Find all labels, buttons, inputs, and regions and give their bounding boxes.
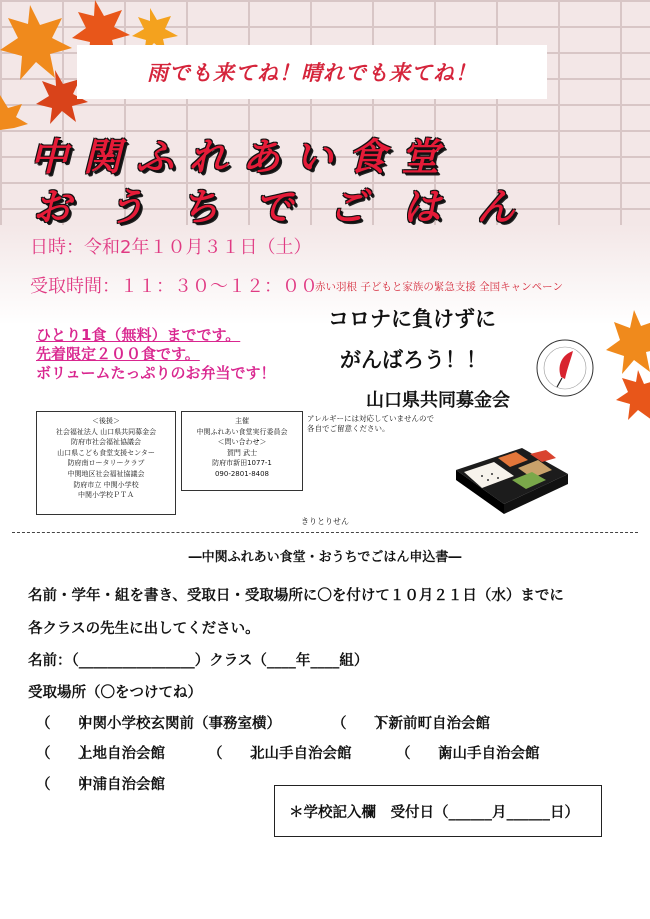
location-checkbox[interactable]: （ ） [332,716,390,732]
contact-address: 防府市新田1077-1 [212,459,272,468]
support-item: 社会福祉法人 山口県共同募金会 [55,427,157,436]
location-option[interactable] [208,742,352,763]
name-class-field[interactable]: 名前：（________________）クラス（____年____組） [28,653,369,669]
support-heading: ＜後援＞ [92,417,120,425]
location-label: 南山手自治会館 [438,746,540,762]
note-limited: 先着限定２００食です。 [36,345,200,363]
location-option[interactable] [396,742,540,763]
campaign-line-1: コロナに負けずに [328,306,496,331]
location-option[interactable] [36,712,281,733]
bento-box-icon [452,440,570,518]
support-item: 防府市立 中関小学校 [73,480,139,489]
main-title-line-2: おうちでごはん [33,185,551,229]
organizer-heading: 主催 [235,417,249,425]
form-title: ―中関ふれあい食堂・おうちでごはん申込書― [188,550,462,565]
main-title-line-1: 中関ふれあい食堂 [30,135,455,179]
red-feather-seal-icon [535,337,595,399]
school-use-text: ＊学校記入欄 受付日（______月______日） [289,804,579,821]
slogan-text: 雨でも来てね！晴れでも来てね！ [147,61,477,85]
location-option[interactable] [332,712,490,733]
campaign-line-3: 山口県共同募金会 [366,390,510,411]
location-heading: 受取場所（〇をつけてね） [28,685,202,701]
support-item: 中関小学校ＰＴＡ [78,491,134,500]
campaign-line-2: がんばろう！！ [340,347,487,372]
location-label: 下新前町自治会館 [374,716,490,732]
location-option[interactable] [36,742,165,763]
location-label: 上地自治会館 [78,746,165,762]
notes-block [36,326,276,383]
form-instruction-2: 各クラスの先生に出してください。 [28,621,260,637]
location-checkbox[interactable]: （ ） [36,746,94,762]
allergy-line-2: 各自でご留意ください。 [307,424,390,433]
location-label: 中関小学校玄関前（事務室横） [78,716,281,732]
school-use-box [274,785,602,837]
event-date: 日時：令和2年１０月３１日（土） [30,237,312,258]
location-checkbox[interactable]: （ ） [208,746,266,762]
slogan-banner [77,45,547,99]
support-box [36,411,176,515]
location-checkbox[interactable]: （ ） [36,716,94,732]
allergy-line-1: アレルギーには対応していませんので [307,414,435,423]
campaign-header: 赤い羽根 子どもと家族の緊急支援 全国キャンペーン [315,281,563,293]
location-option[interactable] [36,773,165,794]
support-item: 防府市社会福祉協議会 [71,438,141,447]
location-label: 中浦自治会館 [78,777,165,793]
organizer-box [181,411,303,491]
support-item: 中関地区社会福祉協議会 [67,469,145,478]
organizer-name: 中関ふれあい食堂実行委員会 [196,427,288,436]
contact-phone: 090-2801-8408 [214,469,270,478]
cut-line-label: きりとりせん [301,517,349,526]
contact-heading: ＜問い合わせ＞ [217,438,267,447]
note-volume: ボリュームたっぷりのお弁当です！ [36,364,276,382]
support-item: 山口県こども食堂支援センター [57,448,155,457]
support-item: 防府南ロータリークラブ [67,459,145,468]
pickup-time: 受取時間：１１：３０〜１２：００ [30,276,318,297]
contact-person: 賀門 武士 [226,448,258,457]
location-checkbox[interactable]: （ ） [36,777,94,793]
form-instruction-1: 名前・学年・組を書き、受取日・受取場所に〇を付けて１０月２１日（水）までに [28,588,564,604]
maple-leaves-right [594,300,650,420]
location-label: 北山手自治会館 [250,746,352,762]
allergy-note [307,414,434,434]
location-checkbox[interactable]: （ ） [396,746,454,762]
note-one-meal: ひとり1食（無料）までです。 [36,326,241,344]
cut-line [12,532,638,533]
